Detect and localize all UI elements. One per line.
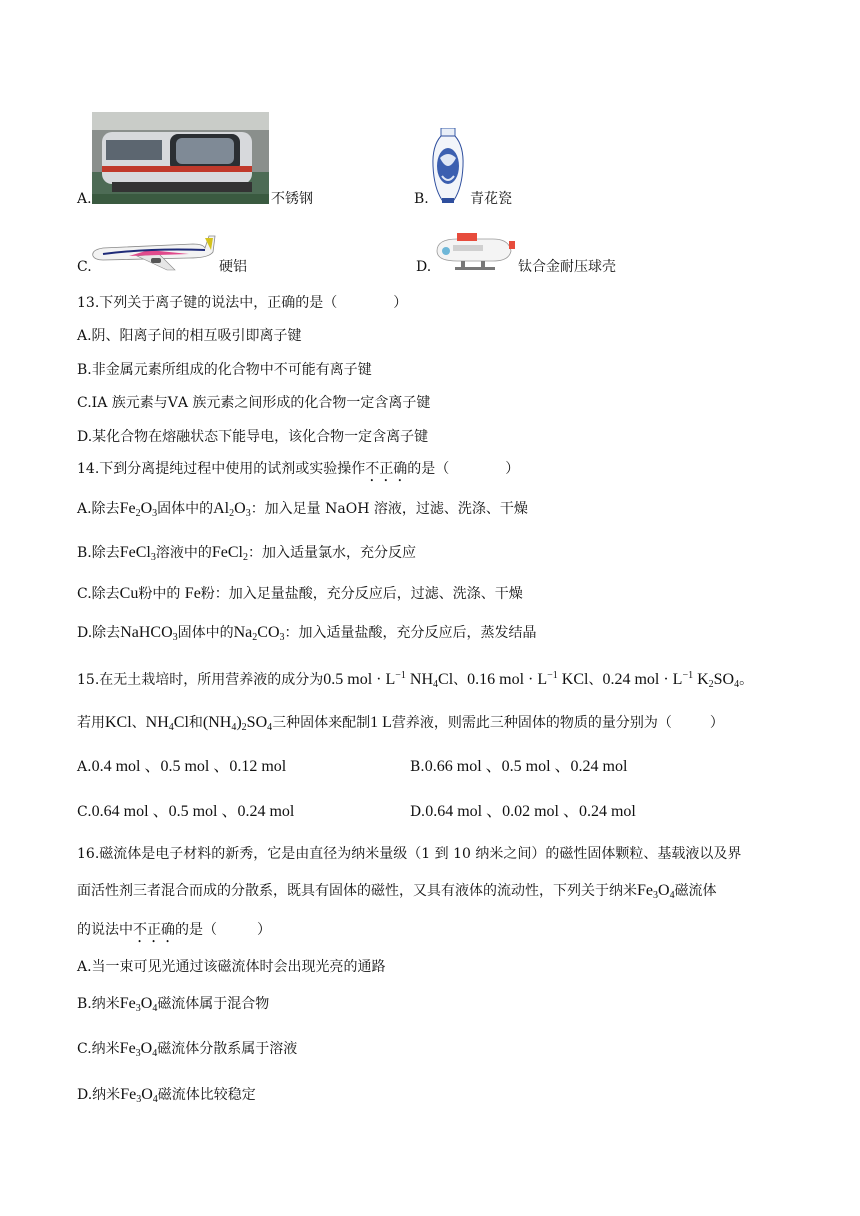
option-b: B.除去FeCl$_3$溶液中的FeCl$_2$：加入适量氯水，充分反应 bbox=[77, 544, 416, 563]
option-d: D.某化合物在熔融状态下能导电，该化合物一定含离子键 bbox=[77, 429, 429, 445]
option-b: B.纳米$Fe_3O_4$磁流体属于混合物 bbox=[77, 995, 270, 1014]
option-a: A.阴、阳离子间的相互吸引即离子键 bbox=[77, 328, 302, 344]
option-c: C.ⅠA 族元素与ⅤA 族元素之间形成的化合物一定含离子键 bbox=[77, 395, 431, 411]
option-label: 不锈钢 bbox=[271, 191, 313, 207]
emphasis-text: 不正确 bbox=[365, 461, 408, 477]
option-label: 硬铝 bbox=[219, 259, 247, 275]
subway-train-image bbox=[92, 112, 269, 204]
submersible-image bbox=[431, 231, 517, 273]
option-letter: B. bbox=[414, 191, 429, 207]
option-b: B.0.66 mol 、0.5 mol 、0.24 mol bbox=[410, 758, 628, 775]
option-label: 青花瓷 bbox=[470, 191, 512, 207]
option-label: 钛合金耐压球壳 bbox=[518, 259, 616, 275]
question-stem: 14.下到分离提纯过程中使用的试剂或实验操作不正确的是（ ） bbox=[77, 461, 520, 477]
option-c: C.纳米$Fe_3O_4$磁流体分散系属于溶液 bbox=[77, 1040, 298, 1059]
question-stem-line-2: 面活性剂三者混合而成的分散系，既具有固体的磁性，又具有液体的流动性，下列关于纳米$Fe_3O_4$磁流体 bbox=[77, 882, 717, 901]
option-d: D.0.64 mol 、0.02 mol 、0.24 mol bbox=[410, 803, 636, 820]
option-a: A.当一束可见光通过该磁流体时会出现光亮的通路 bbox=[77, 959, 386, 975]
option-letter: A. bbox=[77, 191, 92, 207]
airplane-image bbox=[89, 234, 217, 272]
question-stem-line-1: 15.在无土栽培时，所用营养液的成分为0.5 mol · $L^{-1}$ $NH_4Cl$、0.16 mol · $L^{-1}$ KCl、0.24 mol · $L^{-1}$ $K_2SO_4$。 bbox=[77, 670, 754, 690]
option-d: D.除去NaHCO$_3$固体中的$Na_2CO_3$：加入适量盐酸，充分反应后，蒸发结晶 bbox=[77, 624, 537, 643]
option-a: A.0.4 mol 、0.5 mol 、0.12 mol bbox=[77, 758, 287, 775]
emphasis-text: 不正确 bbox=[133, 922, 175, 938]
option-a: A.除去$Fe_2O_3$固体中的$Al_2O_3$：加入足量 NaOH 溶液，过滤、洗涤、干燥 bbox=[77, 500, 528, 519]
question-stem-line-3: 的说法中不正确的是（ ） bbox=[77, 922, 271, 938]
question-stem-line-2: 若用KCl、$NH_4Cl$和$(NH_4)_2SO_4$三种固体来配制1 L营养液，则需此三种固体的物质的量分别为（ ） bbox=[77, 714, 724, 733]
option-b: B.非金属元素所组成的化合物中不可能有离子键 bbox=[77, 362, 372, 378]
option-letter: D. bbox=[416, 259, 432, 275]
blue-white-porcelain-vase-image bbox=[430, 128, 466, 204]
option-c: C.除去Cu粉中的 Fe粉：加入足量盐酸，充分反应后，过滤、洗涤、干燥 bbox=[77, 585, 523, 602]
option-c: C.0.64 mol 、0.5 mol 、0.24 mol bbox=[77, 803, 295, 820]
question-stem: 13.下列关于离子键的说法中，正确的是（ ） bbox=[77, 295, 408, 311]
option-letter: C. bbox=[77, 259, 92, 275]
option-d: D.纳米$Fe_3O_4$磁流体比较稳定 bbox=[77, 1086, 256, 1105]
question-stem-line-1: 16.磁流体是电子材料的新秀，它是由直径为纳米量级（1 到 10 纳米之间）的磁性固体颗粒、基载液以及界 bbox=[77, 846, 742, 862]
